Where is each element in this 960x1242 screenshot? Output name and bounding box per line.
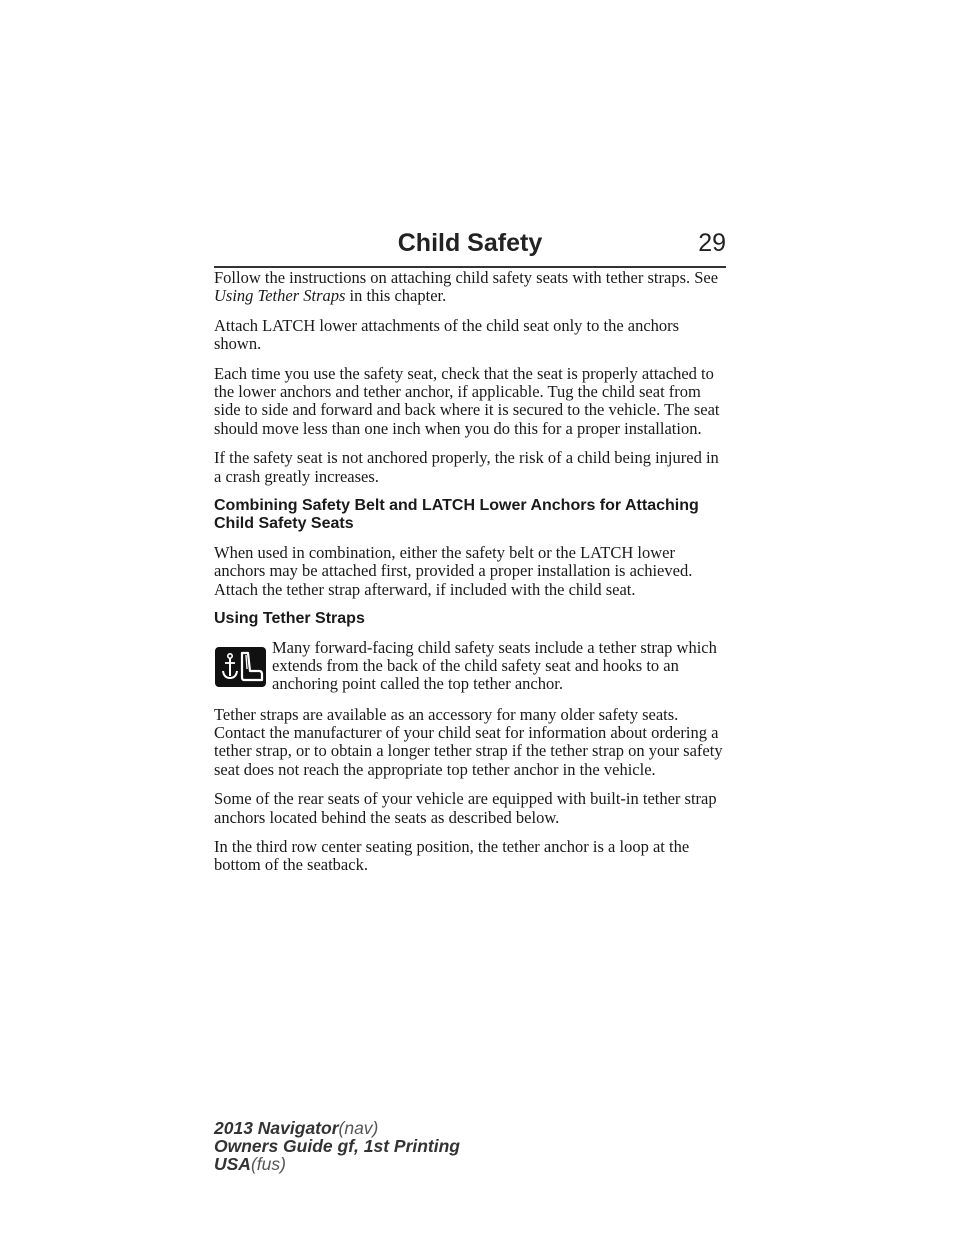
page-footer xyxy=(214,1119,460,1173)
cross-reference-link[interactable]: Using Tether Straps xyxy=(214,286,346,306)
main-content xyxy=(214,269,729,886)
paragraph-accessory: Tether straps are available as an accessory for many older safety seats. Contact the manufacturer of your child seat for information about ordering a tether strap, or to obtain a longer tether strap if the tether strap on your safety seat does not reach the appropriate top tether anchor in the vehicle. xyxy=(214,704,723,779)
paragraph-rear-seats: Some of the rear seats of your vehicle are equipped with built-in tether strap anchors located behind the seats as described below. xyxy=(214,789,717,827)
page-number: 29 xyxy=(698,229,726,257)
page-header xyxy=(214,226,726,268)
paragraph-third-row: In the third row center seating position, the tether anchor is a loop at the bottom of the seatback. xyxy=(214,836,690,875)
child-seat-tether-anchor-icon xyxy=(215,647,266,687)
paragraph-risk: If the safety seat is not anchored properly, the risk of a child being injured in a crash greatly increases. xyxy=(214,448,719,486)
footer-line-guide: Owners Guide gf, 1st Printing xyxy=(214,1136,460,1156)
paragraph-follow-instructions: Follow the instructions on attaching child safety seats with tether straps. See Using Tether Straps in this chapter. xyxy=(214,268,719,306)
paragraph-combination: When used in combination, either the safety belt or the LATCH lower anchors may be attached first, provided a proper installation is achieved. Attach the tether strap afterward, if included with the child seat. xyxy=(214,542,693,599)
subheading-tether-straps: Using Tether Straps xyxy=(214,610,365,628)
subheading-combining: Combining Safety Belt and LATCH Lower Anchors for Attaching Child Safety Seats xyxy=(214,497,699,533)
paragraph-tether-with-icon: Many forward-facing child safety seats include a tether strap which extends from the back of the child safety seat and hooks to an anchoring point called the top tether anchor. xyxy=(214,639,729,695)
chapter-title: Child Safety xyxy=(397,229,543,257)
footer-line-market: USA(fus) xyxy=(214,1154,286,1174)
paragraph-check-seat: Each time you use the safety seat, check that the seat is properly attached to the lower anchors and tether anchor, if applicable. Tug the child seat from side to side and forward and back where it is secured to the vehicle. The seat should move less than one inch when you do this for a proper installation. xyxy=(214,363,720,438)
paragraph-attach-latch: Attach LATCH lower attachments of the child seat only to the anchors shown. xyxy=(214,315,680,354)
footer-line-model: 2013 Navigator(nav) xyxy=(214,1118,379,1138)
